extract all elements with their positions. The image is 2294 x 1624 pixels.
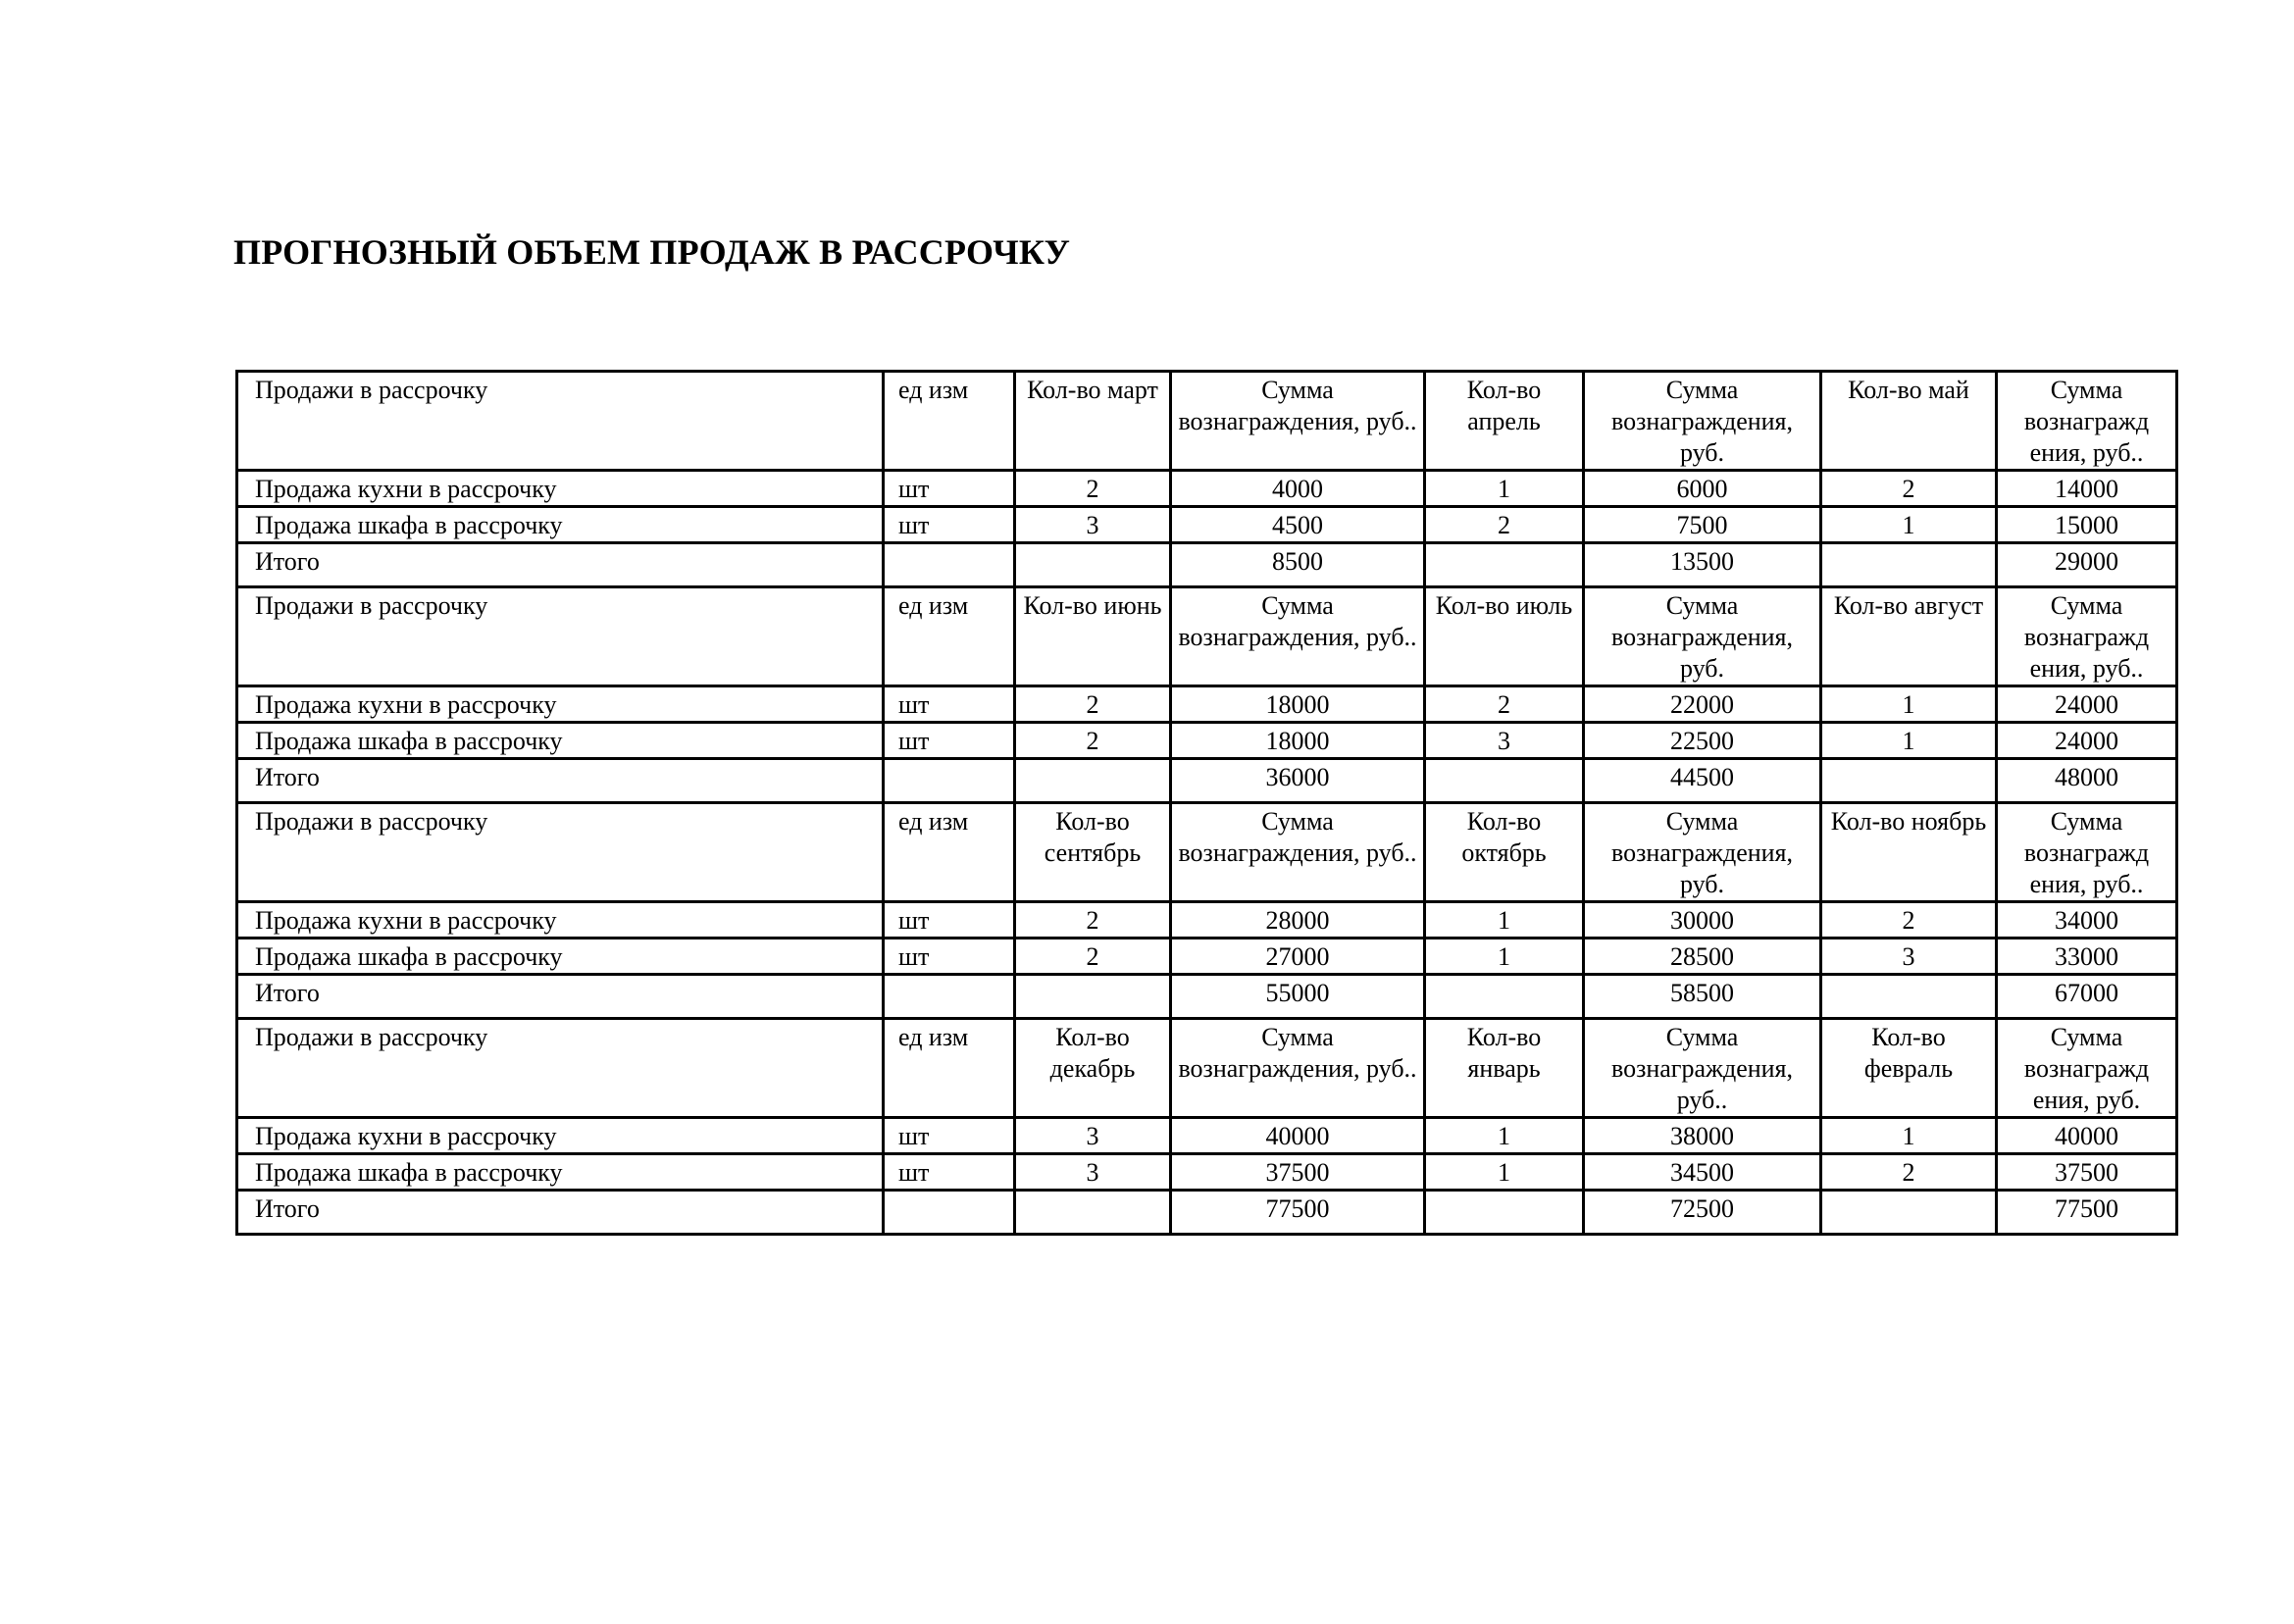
total-cell-sum: 13500 <box>1584 543 1821 587</box>
total-cell-empty <box>1425 543 1584 587</box>
table-header-row <box>237 803 2177 902</box>
row-cell-name: Продажа кухни в рассрочку <box>237 686 884 723</box>
header-cell-sum: Сумма вознаграждения, руб.. <box>1171 372 1425 471</box>
header-cell-qty: Кол-во февраль <box>1821 1019 1997 1118</box>
row-cell-qty: 2 <box>1015 723 1171 759</box>
header-cell-qty: Кол-во ноябрь <box>1821 803 1997 902</box>
row-cell-qty: 1 <box>1821 686 1997 723</box>
row-cell-sum: 28500 <box>1584 939 1821 975</box>
table-body <box>237 372 2177 1235</box>
total-cell-sum: 58500 <box>1584 975 1821 1019</box>
total-cell-empty <box>884 543 1015 587</box>
total-cell-empty <box>884 1191 1015 1235</box>
header-cell-qty: Кол-во май <box>1821 372 1997 471</box>
row-cell-qty: 1 <box>1425 471 1584 507</box>
row-cell-unit: шт <box>884 686 1015 723</box>
row-cell-name: Продажа кухни в рассрочку <box>237 1118 884 1154</box>
row-cell-qty: 1 <box>1821 1118 1997 1154</box>
row-cell-unit: шт <box>884 1154 1015 1191</box>
total-cell-sum: 44500 <box>1584 759 1821 803</box>
total-cell-empty <box>1425 759 1584 803</box>
row-cell-qty: 2 <box>1015 939 1171 975</box>
table-total-row <box>237 1191 2177 1235</box>
header-cell-unit: ед изм <box>884 1019 1015 1118</box>
header-cell-unit: ед изм <box>884 587 1015 686</box>
row-cell-qty: 3 <box>1821 939 1997 975</box>
total-cell-empty <box>884 759 1015 803</box>
header-cell-qty: Кол-во апрель <box>1425 372 1584 471</box>
row-cell-qty: 2 <box>1425 686 1584 723</box>
header-cell-sum: Сумма вознагражд ения, руб. <box>1997 1019 2177 1118</box>
header-cell-sum: Сумма вознагражд ения, руб.. <box>1997 803 2177 902</box>
row-cell-sum: 40000 <box>1997 1118 2177 1154</box>
row-cell-unit: шт <box>884 939 1015 975</box>
row-cell-name: Продажа шкафа в рассрочку <box>237 1154 884 1191</box>
row-cell-sum: 24000 <box>1997 723 2177 759</box>
table-header-row <box>237 587 2177 686</box>
total-cell-empty <box>1015 543 1171 587</box>
row-cell-sum: 27000 <box>1171 939 1425 975</box>
total-cell-sum: 29000 <box>1997 543 2177 587</box>
total-cell-sum: 48000 <box>1997 759 2177 803</box>
row-cell-sum: 38000 <box>1584 1118 1821 1154</box>
row-cell-sum: 14000 <box>1997 471 2177 507</box>
header-cell-sum: Сумма вознагражд ения, руб.. <box>1997 587 2177 686</box>
row-cell-sum: 28000 <box>1171 902 1425 939</box>
header-cell-sum: Сумма вознаграждения, руб.. <box>1171 587 1425 686</box>
row-cell-unit: шт <box>884 507 1015 543</box>
row-cell-sum: 37500 <box>1171 1154 1425 1191</box>
row-cell-sum: 6000 <box>1584 471 1821 507</box>
total-cell-empty <box>1015 759 1171 803</box>
total-cell-label: Итого <box>237 1191 884 1235</box>
total-cell-sum: 77500 <box>1997 1191 2177 1235</box>
row-cell-name: Продажа кухни в рассрочку <box>237 902 884 939</box>
header-cell-name: Продажи в рассрочку <box>237 372 884 471</box>
row-cell-qty: 3 <box>1015 1154 1171 1191</box>
total-cell-empty <box>1821 759 1997 803</box>
total-cell-sum: 77500 <box>1171 1191 1425 1235</box>
row-cell-qty: 1 <box>1425 902 1584 939</box>
total-cell-empty <box>1821 975 1997 1019</box>
total-cell-empty <box>1425 1191 1584 1235</box>
row-cell-sum: 7500 <box>1584 507 1821 543</box>
header-cell-sum: Сумма вознаграждения, руб. <box>1584 372 1821 471</box>
table-total-row <box>237 543 2177 587</box>
row-cell-qty: 2 <box>1821 1154 1997 1191</box>
header-cell-sum: Сумма вознаграждения, руб. <box>1584 803 1821 902</box>
header-cell-qty: Кол-во август <box>1821 587 1997 686</box>
total-cell-sum: 8500 <box>1171 543 1425 587</box>
row-cell-qty: 2 <box>1821 902 1997 939</box>
row-cell-unit: шт <box>884 1118 1015 1154</box>
row-cell-name: Продажа шкафа в рассрочку <box>237 723 884 759</box>
table-total-row <box>237 759 2177 803</box>
row-cell-qty: 1 <box>1425 1118 1584 1154</box>
header-cell-qty: Кол-во июль <box>1425 587 1584 686</box>
header-cell-sum: Сумма вознагражд ения, руб.. <box>1997 372 2177 471</box>
header-cell-name: Продажи в рассрочку <box>237 803 884 902</box>
row-cell-qty: 1 <box>1425 1154 1584 1191</box>
total-cell-empty <box>1821 543 1997 587</box>
table-row <box>237 686 2177 723</box>
header-cell-qty: Кол-во октябрь <box>1425 803 1584 902</box>
total-cell-label: Итого <box>237 975 884 1019</box>
total-cell-empty <box>1821 1191 1997 1235</box>
total-cell-empty <box>1425 975 1584 1019</box>
total-cell-label: Итого <box>237 759 884 803</box>
header-cell-qty: Кол-во сентябрь <box>1015 803 1171 902</box>
header-cell-sum: Сумма вознаграждения, руб. <box>1584 587 1821 686</box>
row-cell-sum: 22500 <box>1584 723 1821 759</box>
total-cell-empty <box>1015 975 1171 1019</box>
header-cell-name: Продажи в рассрочку <box>237 587 884 686</box>
table-row <box>237 471 2177 507</box>
table-row <box>237 1154 2177 1191</box>
row-cell-qty: 1 <box>1425 939 1584 975</box>
row-cell-qty: 1 <box>1821 507 1997 543</box>
row-cell-name: Продажа шкафа в рассрочку <box>237 507 884 543</box>
total-cell-sum: 72500 <box>1584 1191 1821 1235</box>
row-cell-qty: 2 <box>1821 471 1997 507</box>
row-cell-sum: 4000 <box>1171 471 1425 507</box>
header-cell-qty: Кол-во январь <box>1425 1019 1584 1118</box>
table-row <box>237 723 2177 759</box>
installment-sales-table <box>235 370 2178 1236</box>
row-cell-sum: 4500 <box>1171 507 1425 543</box>
row-cell-name: Продажа шкафа в рассрочку <box>237 939 884 975</box>
total-cell-empty <box>884 975 1015 1019</box>
header-cell-sum: Сумма вознаграждения, руб.. <box>1171 803 1425 902</box>
header-cell-sum: Сумма вознаграждения, руб.. <box>1584 1019 1821 1118</box>
row-cell-qty: 2 <box>1015 902 1171 939</box>
row-cell-sum: 22000 <box>1584 686 1821 723</box>
header-cell-sum: Сумма вознаграждения, руб.. <box>1171 1019 1425 1118</box>
row-cell-sum: 33000 <box>1997 939 2177 975</box>
row-cell-unit: шт <box>884 902 1015 939</box>
row-cell-qty: 2 <box>1015 471 1171 507</box>
table-total-row <box>237 975 2177 1019</box>
total-cell-sum: 36000 <box>1171 759 1425 803</box>
total-cell-empty <box>1015 1191 1171 1235</box>
row-cell-sum: 37500 <box>1997 1154 2177 1191</box>
table-row <box>237 902 2177 939</box>
total-cell-sum: 55000 <box>1171 975 1425 1019</box>
row-cell-sum: 18000 <box>1171 723 1425 759</box>
row-cell-qty: 3 <box>1015 507 1171 543</box>
table-row <box>237 1118 2177 1154</box>
row-cell-qty: 2 <box>1015 686 1171 723</box>
row-cell-sum: 40000 <box>1171 1118 1425 1154</box>
row-cell-unit: шт <box>884 471 1015 507</box>
row-cell-qty: 3 <box>1425 723 1584 759</box>
row-cell-qty: 3 <box>1015 1118 1171 1154</box>
row-cell-sum: 34500 <box>1584 1154 1821 1191</box>
header-cell-name: Продажи в рассрочку <box>237 1019 884 1118</box>
row-cell-sum: 18000 <box>1171 686 1425 723</box>
table-row <box>237 939 2177 975</box>
row-cell-qty: 2 <box>1425 507 1584 543</box>
row-cell-qty: 1 <box>1821 723 1997 759</box>
total-cell-label: Итого <box>237 543 884 587</box>
header-cell-unit: ед изм <box>884 803 1015 902</box>
header-cell-qty: Кол-во июнь <box>1015 587 1171 686</box>
header-cell-qty: Кол-во декабрь <box>1015 1019 1171 1118</box>
total-cell-sum: 67000 <box>1997 975 2177 1019</box>
row-cell-sum: 30000 <box>1584 902 1821 939</box>
row-cell-unit: шт <box>884 723 1015 759</box>
row-cell-sum: 24000 <box>1997 686 2177 723</box>
header-cell-qty: Кол-во март <box>1015 372 1171 471</box>
page-title: ПРОГНОЗНЫЙ ОБЪЕМ ПРОДАЖ В РАССРОЧКУ <box>233 232 1071 272</box>
table-header-row <box>237 372 2177 471</box>
header-cell-unit: ед изм <box>884 372 1015 471</box>
table-header-row <box>237 1019 2177 1118</box>
table-row <box>237 507 2177 543</box>
row-cell-name: Продажа кухни в рассрочку <box>237 471 884 507</box>
row-cell-sum: 15000 <box>1997 507 2177 543</box>
row-cell-sum: 34000 <box>1997 902 2177 939</box>
